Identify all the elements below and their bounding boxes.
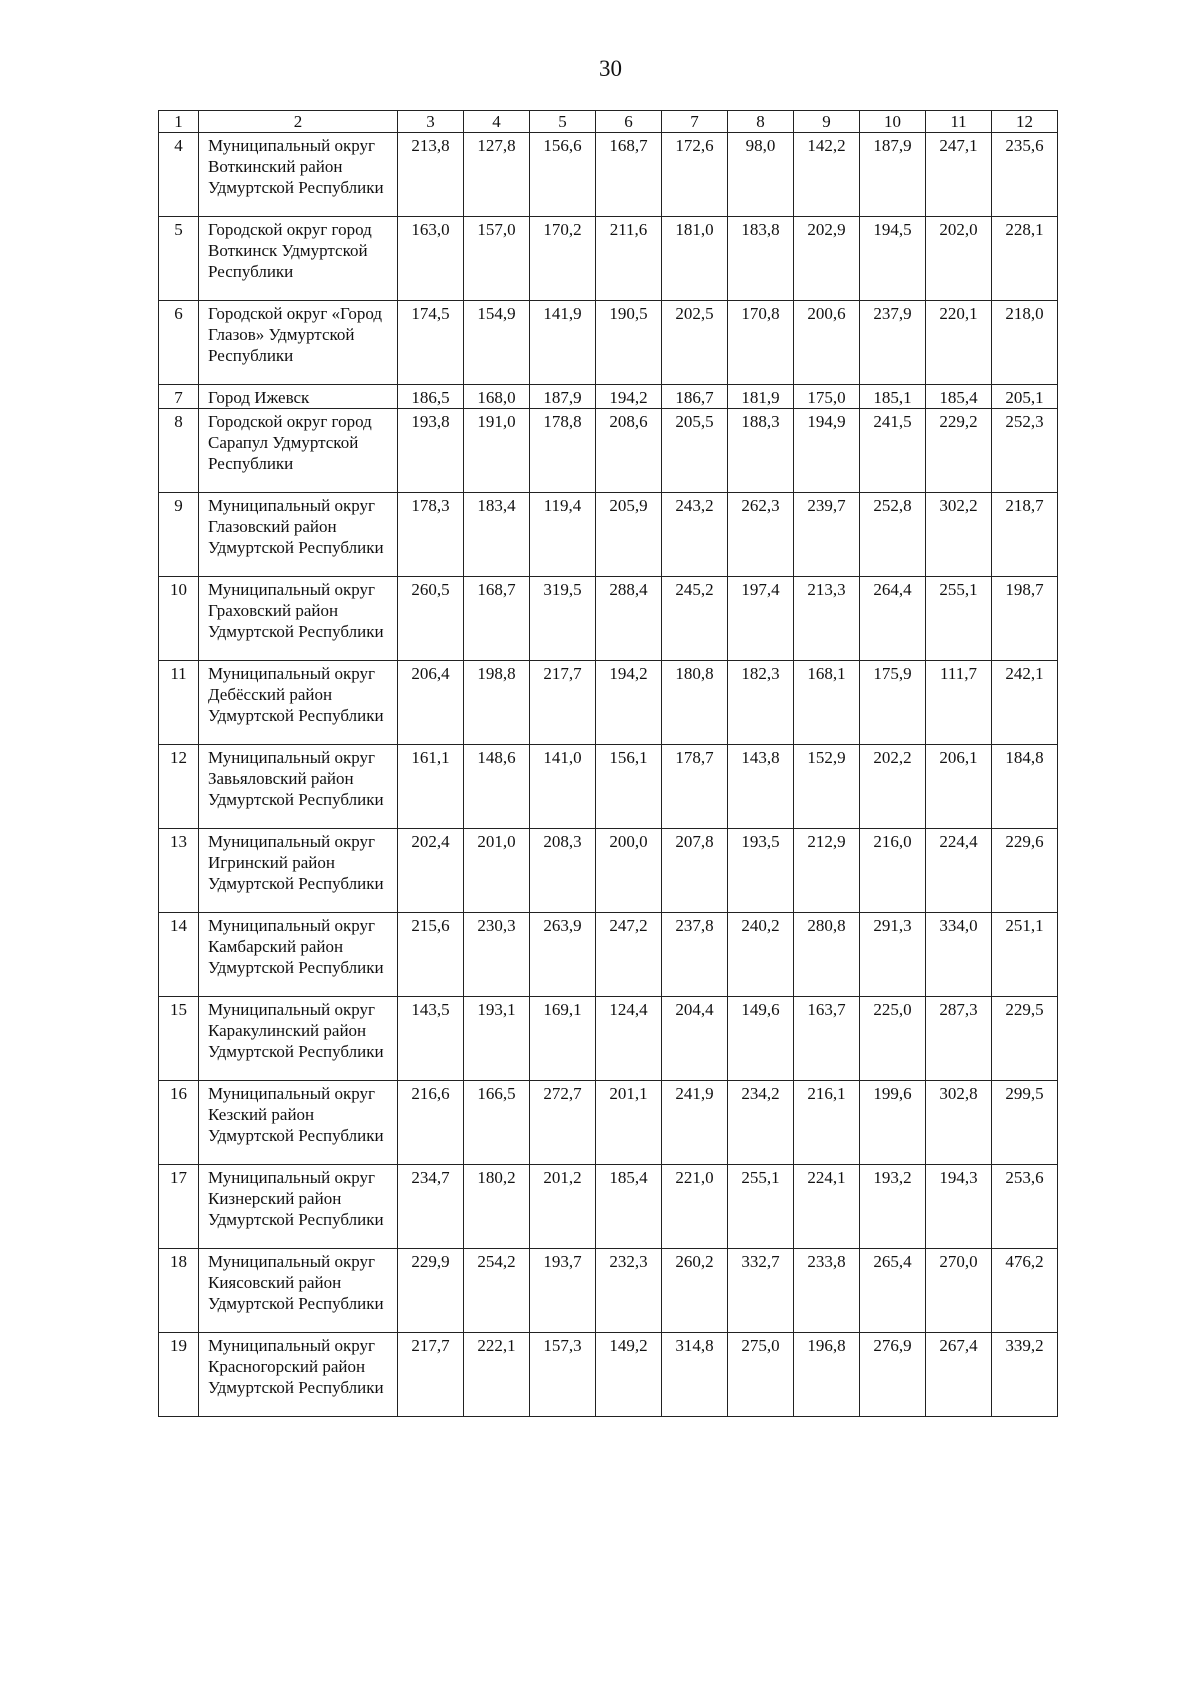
value-cell: 168,1 [794, 661, 860, 745]
value-cell: 280,8 [794, 913, 860, 997]
value-cell: 253,6 [992, 1165, 1058, 1249]
value-cell: 188,3 [728, 409, 794, 493]
value-cell: 234,7 [398, 1165, 464, 1249]
value-cell: 156,1 [596, 745, 662, 829]
value-cell: 154,9 [464, 301, 530, 385]
value-cell: 149,6 [728, 997, 794, 1081]
value-cell: 263,9 [530, 913, 596, 997]
value-cell: 161,1 [398, 745, 464, 829]
data-table [158, 110, 1058, 1417]
value-cell: 216,6 [398, 1081, 464, 1165]
value-cell: 211,6 [596, 217, 662, 301]
value-cell: 194,3 [926, 1165, 992, 1249]
row-number-cell: 11 [159, 661, 199, 745]
value-cell: 232,3 [596, 1249, 662, 1333]
value-cell: 222,1 [464, 1333, 530, 1417]
value-cell: 217,7 [398, 1333, 464, 1417]
value-cell: 168,7 [464, 577, 530, 661]
municipality-name-cell: Город Ижевск [199, 385, 398, 409]
value-cell: 193,1 [464, 997, 530, 1081]
value-cell: 201,2 [530, 1165, 596, 1249]
value-cell: 180,2 [464, 1165, 530, 1249]
value-cell: 275,0 [728, 1333, 794, 1417]
table-row [159, 997, 1058, 1081]
value-cell: 228,1 [992, 217, 1058, 301]
value-cell: 229,6 [992, 829, 1058, 913]
municipality-name-cell: Городской округ «Город Глазов» Удмуртской Республики [199, 301, 398, 385]
table-row [159, 913, 1058, 997]
header-cell: 9 [794, 111, 860, 133]
value-cell: 206,4 [398, 661, 464, 745]
value-cell: 166,5 [464, 1081, 530, 1165]
value-cell: 186,5 [398, 385, 464, 409]
header-cell: 1 [159, 111, 199, 133]
value-cell: 157,0 [464, 217, 530, 301]
value-cell: 205,9 [596, 493, 662, 577]
value-cell: 202,4 [398, 829, 464, 913]
value-cell: 252,3 [992, 409, 1058, 493]
header-cell: 8 [728, 111, 794, 133]
row-number-cell: 10 [159, 577, 199, 661]
municipality-name-cell: Муниципальный округ Воткинский район Удмуртской Республики [199, 133, 398, 217]
value-cell: 205,1 [992, 385, 1058, 409]
value-cell: 183,8 [728, 217, 794, 301]
header-cell: 3 [398, 111, 464, 133]
value-cell: 111,7 [926, 661, 992, 745]
row-number-cell: 5 [159, 217, 199, 301]
value-cell: 218,7 [992, 493, 1058, 577]
value-cell: 142,2 [794, 133, 860, 217]
value-cell: 181,9 [728, 385, 794, 409]
municipality-name-cell: Муниципальный округ Красногорский район Удмуртской Республики [199, 1333, 398, 1417]
value-cell: 208,6 [596, 409, 662, 493]
value-cell: 218,0 [992, 301, 1058, 385]
value-cell: 270,0 [926, 1249, 992, 1333]
value-cell: 314,8 [662, 1333, 728, 1417]
value-cell: 181,0 [662, 217, 728, 301]
value-cell: 207,8 [662, 829, 728, 913]
municipality-name-cell: Муниципальный округ Дебёсский район Удмуртской Республики [199, 661, 398, 745]
value-cell: 233,8 [794, 1249, 860, 1333]
value-cell: 234,2 [728, 1081, 794, 1165]
table-row [159, 1249, 1058, 1333]
value-cell: 185,1 [860, 385, 926, 409]
value-cell: 334,0 [926, 913, 992, 997]
value-cell: 199,6 [860, 1081, 926, 1165]
value-cell: 213,3 [794, 577, 860, 661]
value-cell: 212,9 [794, 829, 860, 913]
municipality-name-cell: Муниципальный округ Завьяловский район Удмуртской Республики [199, 745, 398, 829]
value-cell: 152,9 [794, 745, 860, 829]
row-number-cell: 17 [159, 1165, 199, 1249]
value-cell: 260,2 [662, 1249, 728, 1333]
value-cell: 201,0 [464, 829, 530, 913]
value-cell: 202,5 [662, 301, 728, 385]
table-row [159, 409, 1058, 493]
value-cell: 239,7 [794, 493, 860, 577]
table-row [159, 385, 1058, 409]
value-cell: 184,8 [992, 745, 1058, 829]
value-cell: 141,9 [530, 301, 596, 385]
value-cell: 174,5 [398, 301, 464, 385]
value-cell: 169,1 [530, 997, 596, 1081]
value-cell: 224,4 [926, 829, 992, 913]
value-cell: 230,3 [464, 913, 530, 997]
header-cell: 2 [199, 111, 398, 133]
value-cell: 185,4 [926, 385, 992, 409]
value-cell: 178,3 [398, 493, 464, 577]
value-cell: 202,9 [794, 217, 860, 301]
value-cell: 185,4 [596, 1165, 662, 1249]
table-body [159, 111, 1058, 1417]
value-cell: 216,0 [860, 829, 926, 913]
value-cell: 208,3 [530, 829, 596, 913]
value-cell: 216,1 [794, 1081, 860, 1165]
value-cell: 170,8 [728, 301, 794, 385]
value-cell: 156,6 [530, 133, 596, 217]
value-cell: 193,8 [398, 409, 464, 493]
value-cell: 141,0 [530, 745, 596, 829]
value-cell: 247,1 [926, 133, 992, 217]
value-cell: 252,8 [860, 493, 926, 577]
value-cell: 224,1 [794, 1165, 860, 1249]
value-cell: 198,7 [992, 577, 1058, 661]
value-cell: 291,3 [860, 913, 926, 997]
value-cell: 319,5 [530, 577, 596, 661]
row-number-cell: 13 [159, 829, 199, 913]
value-cell: 221,0 [662, 1165, 728, 1249]
value-cell: 175,0 [794, 385, 860, 409]
municipality-name-cell: Муниципальный округ Глазовский район Удмуртской Республики [199, 493, 398, 577]
value-cell: 180,8 [662, 661, 728, 745]
value-cell: 237,9 [860, 301, 926, 385]
value-cell: 187,9 [860, 133, 926, 217]
value-cell: 197,4 [728, 577, 794, 661]
table-row [159, 1081, 1058, 1165]
value-cell: 194,2 [596, 661, 662, 745]
value-cell: 476,2 [992, 1249, 1058, 1333]
value-cell: 254,2 [464, 1249, 530, 1333]
value-cell: 272,7 [530, 1081, 596, 1165]
value-cell: 287,3 [926, 997, 992, 1081]
value-cell: 157,3 [530, 1333, 596, 1417]
municipality-name-cell: Муниципальный округ Кизнерский район Удмуртской Республики [199, 1165, 398, 1249]
table-row [159, 133, 1058, 217]
value-cell: 237,8 [662, 913, 728, 997]
table-row [159, 493, 1058, 577]
value-cell: 202,2 [860, 745, 926, 829]
value-cell: 193,5 [728, 829, 794, 913]
municipality-name-cell: Муниципальный округ Камбарский район Удмуртской Республики [199, 913, 398, 997]
municipality-name-cell: Городской округ город Сарапул Удмуртской Республики [199, 409, 398, 493]
header-cell: 11 [926, 111, 992, 133]
value-cell: 240,2 [728, 913, 794, 997]
value-cell: 204,4 [662, 997, 728, 1081]
table-row [159, 217, 1058, 301]
value-cell: 202,0 [926, 217, 992, 301]
value-cell: 187,9 [530, 385, 596, 409]
value-cell: 196,8 [794, 1333, 860, 1417]
row-number-cell: 9 [159, 493, 199, 577]
value-cell: 143,5 [398, 997, 464, 1081]
value-cell: 205,5 [662, 409, 728, 493]
value-cell: 265,4 [860, 1249, 926, 1333]
municipality-name-cell: Муниципальный округ Киясовский район Удмуртской Республики [199, 1249, 398, 1333]
value-cell: 302,8 [926, 1081, 992, 1165]
value-cell: 267,4 [926, 1333, 992, 1417]
municipality-name-cell: Муниципальный округ Кезский район Удмуртской Республики [199, 1081, 398, 1165]
value-cell: 217,7 [530, 661, 596, 745]
table-row [159, 1333, 1058, 1417]
row-number-cell: 8 [159, 409, 199, 493]
value-cell: 206,1 [926, 745, 992, 829]
value-cell: 247,2 [596, 913, 662, 997]
row-number-cell: 6 [159, 301, 199, 385]
value-cell: 213,8 [398, 133, 464, 217]
value-cell: 332,7 [728, 1249, 794, 1333]
value-cell: 170,2 [530, 217, 596, 301]
value-cell: 98,0 [728, 133, 794, 217]
row-number-cell: 4 [159, 133, 199, 217]
table-row [159, 829, 1058, 913]
value-cell: 200,0 [596, 829, 662, 913]
table-row [159, 745, 1058, 829]
value-cell: 262,3 [728, 493, 794, 577]
value-cell: 260,5 [398, 577, 464, 661]
value-cell: 178,7 [662, 745, 728, 829]
value-cell: 183,4 [464, 493, 530, 577]
value-cell: 299,5 [992, 1081, 1058, 1165]
value-cell: 264,4 [860, 577, 926, 661]
table-row [159, 1165, 1058, 1249]
row-number-cell: 15 [159, 997, 199, 1081]
value-cell: 143,8 [728, 745, 794, 829]
header-cell: 7 [662, 111, 728, 133]
row-number-cell: 16 [159, 1081, 199, 1165]
value-cell: 186,7 [662, 385, 728, 409]
header-cell: 5 [530, 111, 596, 133]
value-cell: 241,9 [662, 1081, 728, 1165]
value-cell: 302,2 [926, 493, 992, 577]
municipality-name-cell: Муниципальный округ Каракулинский район Удмуртской Республики [199, 997, 398, 1081]
value-cell: 220,1 [926, 301, 992, 385]
value-cell: 255,1 [926, 577, 992, 661]
table-row [159, 301, 1058, 385]
municipality-name-cell: Муниципальный округ Игринский район Удмуртской Республики [199, 829, 398, 913]
value-cell: 235,6 [992, 133, 1058, 217]
value-cell: 255,1 [728, 1165, 794, 1249]
header-row [159, 111, 1058, 133]
municipality-name-cell: Муниципальный округ Граховский район Удмуртской Республики [199, 577, 398, 661]
value-cell: 229,9 [398, 1249, 464, 1333]
header-cell: 12 [992, 111, 1058, 133]
value-cell: 119,4 [530, 493, 596, 577]
value-cell: 163,0 [398, 217, 464, 301]
value-cell: 241,5 [860, 409, 926, 493]
value-cell: 288,4 [596, 577, 662, 661]
table-row [159, 661, 1058, 745]
value-cell: 124,4 [596, 997, 662, 1081]
row-number-cell: 7 [159, 385, 199, 409]
value-cell: 229,5 [992, 997, 1058, 1081]
header-cell: 4 [464, 111, 530, 133]
value-cell: 168,0 [464, 385, 530, 409]
header-cell: 6 [596, 111, 662, 133]
value-cell: 194,2 [596, 385, 662, 409]
value-cell: 163,7 [794, 997, 860, 1081]
value-cell: 193,7 [530, 1249, 596, 1333]
value-cell: 148,6 [464, 745, 530, 829]
value-cell: 193,2 [860, 1165, 926, 1249]
value-cell: 194,5 [860, 217, 926, 301]
value-cell: 243,2 [662, 493, 728, 577]
value-cell: 242,1 [992, 661, 1058, 745]
page-number: 30 [599, 56, 622, 81]
header-cell: 10 [860, 111, 926, 133]
value-cell: 178,8 [530, 409, 596, 493]
value-cell: 191,0 [464, 409, 530, 493]
value-cell: 172,6 [662, 133, 728, 217]
value-cell: 198,8 [464, 661, 530, 745]
value-cell: 194,9 [794, 409, 860, 493]
value-cell: 200,6 [794, 301, 860, 385]
value-cell: 190,5 [596, 301, 662, 385]
value-cell: 182,3 [728, 661, 794, 745]
value-cell: 245,2 [662, 577, 728, 661]
row-number-cell: 19 [159, 1333, 199, 1417]
value-cell: 276,9 [860, 1333, 926, 1417]
value-cell: 215,6 [398, 913, 464, 997]
value-cell: 225,0 [860, 997, 926, 1081]
row-number-cell: 12 [159, 745, 199, 829]
value-cell: 149,2 [596, 1333, 662, 1417]
value-cell: 229,2 [926, 409, 992, 493]
value-cell: 201,1 [596, 1081, 662, 1165]
value-cell: 175,9 [860, 661, 926, 745]
municipality-name-cell: Городской округ город Воткинск Удмуртской Республики [199, 217, 398, 301]
value-cell: 127,8 [464, 133, 530, 217]
table-row [159, 577, 1058, 661]
row-number-cell: 18 [159, 1249, 199, 1333]
value-cell: 339,2 [992, 1333, 1058, 1417]
row-number-cell: 14 [159, 913, 199, 997]
value-cell: 251,1 [992, 913, 1058, 997]
value-cell: 168,7 [596, 133, 662, 217]
